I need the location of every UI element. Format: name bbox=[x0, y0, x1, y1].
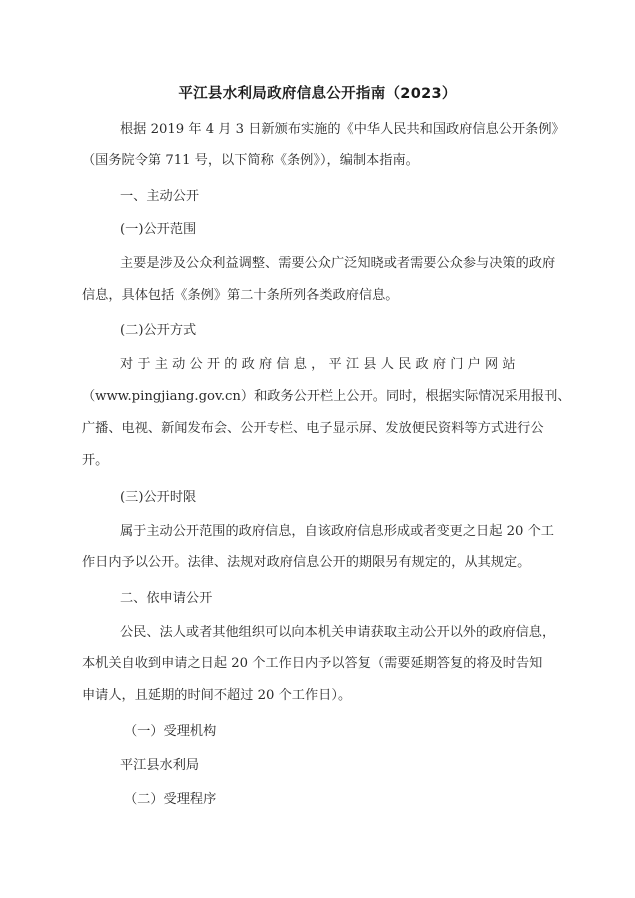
subsection-heading: (三)公开时限 bbox=[120, 490, 197, 505]
paragraph-line: 本机关自收到申请之日起 20 个工作日内予以答复（需要延期答复的将及时告知 bbox=[82, 656, 543, 671]
section-heading: 一、主动公开 bbox=[120, 189, 200, 204]
paragraph-line: 信息，具体包括《条例》第二十条所列各类政府信息。 bbox=[82, 288, 399, 303]
subsection-heading: （一）受理机构 bbox=[124, 724, 217, 739]
paragraph-line: 广播、电视、新闻发布会、公开专栏、电子显示屏、发放便民资料等方式进行公 bbox=[82, 421, 544, 436]
paragraph-line: 根据 2019 年 4 月 3 日新颁布实施的《中华人民共和国政府信息公开条例》 bbox=[120, 122, 565, 137]
paragraph-line: 主要是涉及公众利益调整、需要公众广泛知晓或者需要公众参与决策的政府 bbox=[120, 256, 556, 271]
paragraph-line: 对 于 主 动 公 开 的 政 府 信 息 ， 平 江 县 人 民 政 府 门 户 网 站 bbox=[120, 357, 516, 372]
paragraph-line: （www.pingjiang.gov.cn）和政务公开栏上公开。同时，根据实际情况采用报刊、 bbox=[82, 389, 571, 404]
paragraph-line: 公民、法人或者其他组织可以向本机关申请获取主动公开以外的政府信息， bbox=[120, 625, 556, 640]
document-title: 平江县水利局政府信息公开指南（2023） bbox=[178, 86, 457, 102]
paragraph-line: 作日内予以公开。法律、法规对政府信息公开的期限另有规定的，从其规定。 bbox=[82, 555, 531, 570]
subsection-heading: (一)公开范围 bbox=[120, 222, 197, 237]
subsection-heading: (二)公开方式 bbox=[120, 323, 197, 338]
paragraph-line: 属于主动公开范围的政府信息，自该政府信息形成或者变更之日起 20 个工 bbox=[120, 524, 554, 539]
subsection-heading: （二）受理程序 bbox=[124, 792, 217, 807]
paragraph-line: 平江县水利局 bbox=[120, 758, 200, 773]
paragraph-line: 申请人，且延期的时间不超过 20 个工作日）。 bbox=[82, 688, 352, 703]
section-heading: 二、依申请公开 bbox=[120, 591, 213, 606]
paragraph-line: 开。 bbox=[82, 453, 109, 468]
paragraph-line: （国务院令第 711 号，以下简称《条例》），编制本指南。 bbox=[82, 153, 419, 168]
